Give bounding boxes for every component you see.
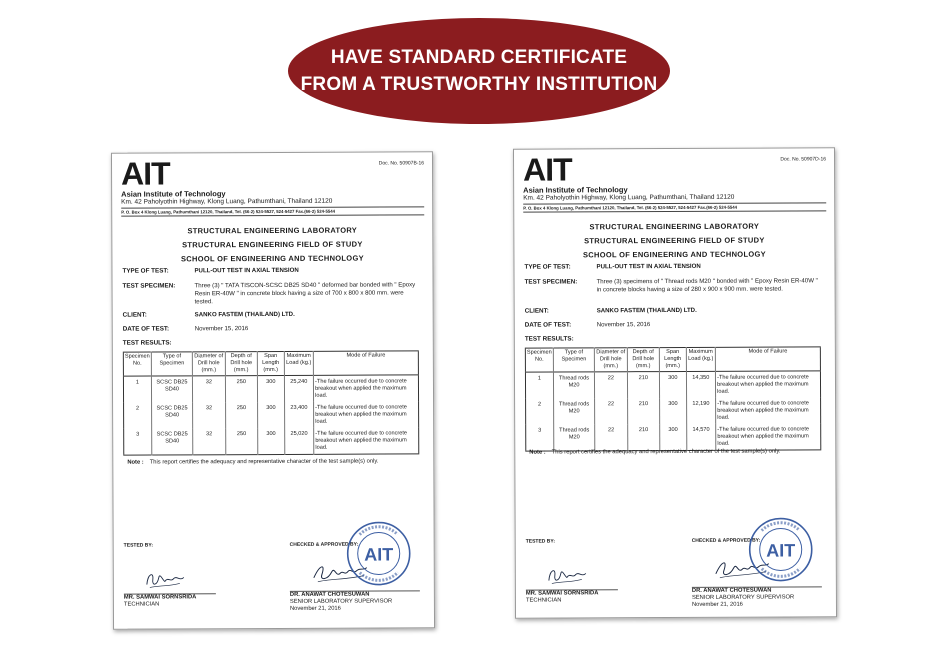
results-header-row [123,351,418,376]
test-specimen-value: Three (3) specimens of " Thread rods M20 " bonded with " Epoxy Resin ER-40W " in concrete blocks having a size of 280 x 900 x 900 mm. were tested. [596,277,818,294]
cell-type: Thread rods M20 [553,398,594,424]
approver-title: SENIOR LABORATORY SUPERVISOR [289,598,393,605]
approval-date: November 21, 2016 [289,605,341,612]
col-type: Type of Specimen [151,352,192,376]
tester-signature [144,567,186,591]
cell-depth: 210 [627,424,660,451]
cell-type: Thread rods M20 [554,424,595,451]
cell-no: 1 [135,379,139,386]
banner-line-2: FROM A TRUSTWORTHY INSTITUTION [300,74,658,95]
tester-name: MR. SAMWAI SORNSRIDA [525,590,599,597]
cell-depth: 250 [225,376,258,403]
cell-span: 300 [258,428,285,455]
document-number: Doc. No. 50907D-16 [780,156,827,163]
col-load: Maximum Load (kg.) [284,351,314,375]
note-text: This report certifies the adequacy and representative character of the test sample(s) only. [551,448,781,456]
cell-span: 300 [660,398,687,424]
approver-name: DR. ANAWAT CHOTESUWAN [289,591,370,598]
cell-type: SCSC DB25 SD40 [151,402,192,428]
date-of-test-label: DATE OF TEST: [122,325,170,333]
heading-field: STRUCTURAL ENGINEERING FIELD OF STUDY [182,239,363,250]
cell-diameter: 22 [595,398,628,424]
col-specimen-no: Specimen No. [124,353,150,367]
approver-title: SENIOR LABORATORY SUPERVISOR [691,594,795,601]
institution-contact: P. O. Box 4 Klong Luang, Pathumthani 12120, Thailand, Tel. (66-2) 524-5527, 524-5427 Fax.(66-2) 524-5544 [523,202,826,212]
heading-field: STRUCTURAL ENGINEERING FIELD OF STUDY [584,235,765,246]
institution-name: Asian Institute of Technology [523,185,628,195]
checked-by-label: CHECKED & APPROVED BY: [691,537,761,544]
cell-no: 2 [537,401,542,408]
note-label: Note : [127,459,144,466]
cell-mode: -The failure occurred due to concrete breakout when applied the maximum load. [716,423,821,450]
banner-line-1: HAVE STANDARD CERTIFICATE [330,47,628,68]
approver-block [692,587,794,608]
col-mode: Mode of Failure [313,351,418,375]
test-specimen-label: TEST SPECIMEN: [524,278,578,286]
heading-school: SCHOOL OF ENGINEERING AND TECHNOLOGY [180,253,364,264]
cell-diameter: 32 [193,376,226,403]
cell-span: 300 [258,402,285,428]
tested-by-label: TESTED BY: [123,542,154,549]
tested-by-label: TESTED BY: [525,538,556,545]
cell-load: 12,190 [686,398,716,424]
institution-address: Km. 42 Paholyothin Highway, Klong Luang, Pathumthani, Thailand 12120 [121,197,333,206]
cell-type: SCSC DB25 SD40 [152,428,193,455]
test-specimen-label: TEST SPECIMEN: [122,282,176,290]
cell-span: 300 [660,424,687,451]
svg-text:AIT: AIT [364,544,394,565]
document-number: Doc. No. 50907B-16 [378,160,425,167]
cell-load: 23,400 [284,402,314,428]
results-header-row [525,347,820,372]
tester-signature [546,563,588,587]
tester-block [124,594,197,608]
certificate-right [513,147,837,618]
approver-name: DR. ANAWAT CHOTESUWAN [691,587,772,594]
tester-block [526,590,599,604]
cell-mode: -The failure occurred due to concrete breakout when applied the maximum load. [314,375,419,402]
institution-address: Km. 42 Paholyothin Highway, Klong Luang, Pathumthani, Thailand 12120 [523,193,735,202]
cell-diameter: 22 [595,424,628,451]
cell-diameter: 32 [193,402,226,428]
results-table [525,346,821,451]
report-note [127,458,423,465]
cell-diameter: 32 [193,428,226,455]
institution-name: Asian Institute of Technology [121,189,226,199]
col-mode: Mode of Failure [715,347,820,371]
cell-type: SCSC DB25 SD40 [151,376,192,403]
note-label: Note : [529,449,546,456]
cell-load: 14,350 [686,371,716,398]
type-of-test-label: TYPE OF TEST: [524,263,571,271]
tester-name: MR. SAMWAI SORNSRIDA [123,594,197,601]
cell-no: 2 [135,405,140,412]
report-note [529,448,825,455]
date-of-test-label: DATE OF TEST: [524,321,572,329]
heading-laboratory: STRUCTURAL ENGINEERING LABORATORY [187,225,358,236]
client-label: CLIENT: [122,311,147,319]
cell-no: 3 [538,427,542,434]
approver-block [290,591,392,612]
col-type: Type of Specimen [553,348,594,372]
approval-date: November 21, 2016 [691,601,743,608]
cell-mode: -The failure occurred due to concrete breakout when applied the maximum load. [314,427,419,454]
table-row [124,427,419,455]
col-specimen-no: Specimen No. [526,349,552,363]
table-row [525,371,820,399]
ait-official-seal [748,516,814,582]
col-diameter: Diameter of Drill hole (mm.) [193,352,226,376]
cell-depth: 210 [627,398,660,424]
type-of-test-value: PULL-OUT TEST IN AXIAL TENSION [596,262,701,271]
cell-depth: 250 [225,402,258,428]
results-table [123,350,419,455]
client-value: SANKO FASTEM (THAILAND) LTD. [596,306,697,315]
date-of-test-value: November 15, 2016 [596,321,651,329]
col-span: Span Length (mm.) [659,347,686,371]
table-row [526,423,821,451]
cell-depth: 250 [225,428,258,455]
cell-load: 14,570 [686,424,716,451]
svg-text:AIT: AIT [766,540,796,561]
cell-no: 3 [136,431,140,438]
cell-type: Thread rods M20 [553,372,594,399]
col-load: Maximum Load (kg.) [686,347,716,371]
table-row [526,397,821,424]
cell-depth: 210 [627,372,660,399]
client-value: SANKO FASTEM (THAILAND) LTD. [194,310,295,319]
test-specimen-value: Three (3) " TATA TISCON-SCSC DB25 SD40 " deformed bar bonded with " Epoxy Resin ER-40W " in concrete block having a size of 700 x 800 x 800 mm. were tested. [194,281,416,306]
cell-diameter: 22 [595,372,628,399]
date-of-test-value: November 15, 2016 [194,325,249,333]
ait-official-seal [346,520,412,586]
heading-school: SCHOOL OF ENGINEERING AND TECHNOLOGY [582,249,766,260]
cell-mode: -The failure occurred due to concrete breakout when applied the maximum load. [716,371,821,398]
col-diameter: Diameter of Drill hole (mm.) [595,348,628,372]
col-span: Span Length (mm.) [257,351,284,375]
tester-title: TECHNICIAN [525,597,562,604]
cell-no: 1 [537,375,541,382]
cell-mode: -The failure occurred due to concrete breakout when applied the maximum load. [314,401,419,427]
certificate-left [111,151,435,629]
heading-laboratory: STRUCTURAL ENGINEERING LABORATORY [589,221,760,232]
cell-load: 25,020 [284,428,314,455]
col-depth: Depth of Drill hole (mm.) [225,352,258,376]
type-of-test-value: PULL-OUT TEST IN AXIAL TENSION [194,266,299,275]
tester-title: TECHNICIAN [123,601,160,608]
table-row [123,375,418,403]
test-results-label: TEST RESULTS: [524,335,574,343]
ait-logo: AIT [522,151,572,188]
institution-contact: P. O. Box 4 Klong Luang, Pathumthani 12120, Thailand, Tel. (66-2) 524-5527, 524-5427 Fax.(66-2) 524-5544 [121,206,424,216]
type-of-test-label: TYPE OF TEST: [122,267,169,275]
cell-span: 300 [659,371,686,398]
table-row [124,401,419,428]
checked-by-label: CHECKED & APPROVED BY: [289,541,359,548]
note-text: This report certifies the adequacy and representative character of the test sample(s) only. [149,458,379,466]
ait-logo: AIT [120,155,170,192]
cell-load: 25,240 [284,375,314,402]
headline-banner [288,18,670,124]
cell-mode: -The failure occurred due to concrete breakout when applied the maximum load. [716,397,821,423]
test-results-label: TEST RESULTS: [122,339,172,347]
cell-span: 300 [257,375,284,402]
client-label: CLIENT: [524,307,549,315]
col-depth: Depth of Drill hole (mm.) [627,348,660,372]
